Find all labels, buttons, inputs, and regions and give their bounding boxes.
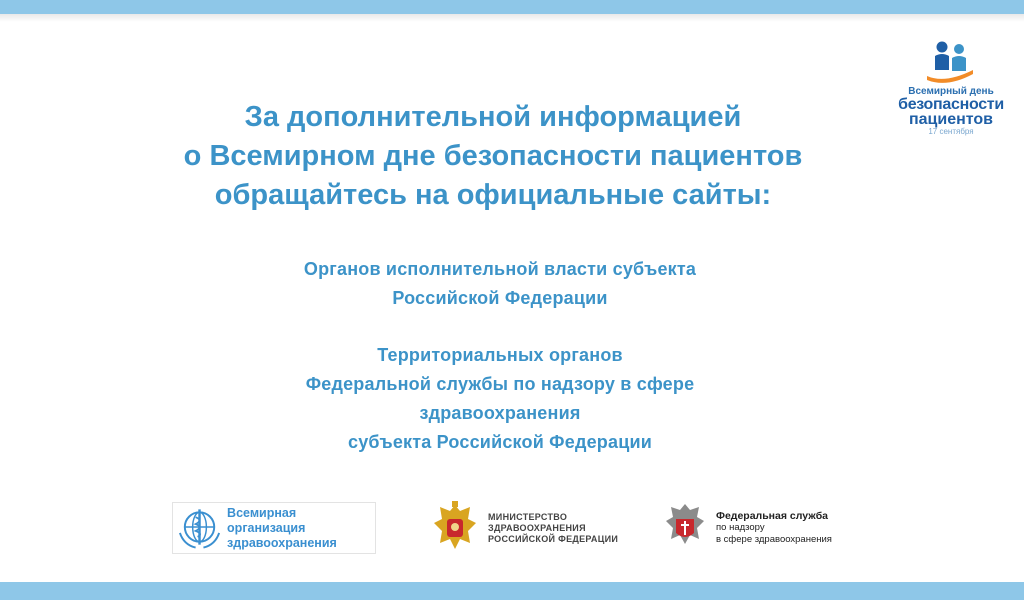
block1-line1: Органов исполнительной власти субъекта (303, 259, 697, 279)
who-emblem-icon (176, 505, 223, 551)
rzn-emblem-icon (662, 501, 708, 555)
rzn-line1: Федеральная служба (716, 510, 829, 522)
who-line2: здравоохранения (227, 535, 337, 550)
russian-coat-of-arms-icon (430, 501, 480, 555)
rzn-line3: в сфере здравоохранения (716, 534, 832, 545)
minzdrav-line3: РОССИЙСКОЙ ФЕДЕРАЦИИ (488, 533, 619, 544)
minzdrav-line1: МИНИСТЕРСТВО (488, 511, 568, 522)
top-bar (0, 0, 1024, 14)
who-logo (172, 502, 376, 554)
people-care-icon (925, 40, 977, 84)
headline-line3: обращайтесь на официальные сайты: (214, 179, 772, 211)
minzdrav-logo (430, 500, 650, 556)
block1-line2: Российской Федерации (392, 288, 608, 308)
headline-line1: За дополнительной информацией (244, 101, 742, 133)
contact-block-territorial-bodies (100, 341, 900, 457)
block2-line4: субъекта Российской Федерации (348, 432, 652, 452)
who-line1: Всемирная организация (227, 505, 306, 535)
block2-line1: Территориальных органов (377, 345, 623, 365)
page-title (60, 98, 926, 215)
roszdravnadzor-logo (662, 500, 892, 556)
logo-date: 17 сентября (928, 127, 974, 136)
rzn-line2: по надзору (716, 522, 765, 533)
bottom-bar (0, 582, 1024, 600)
headline-line2: о Всемирном дне безопасности пациентов (183, 140, 803, 172)
logo-line2: безопасности (898, 96, 1004, 113)
top-divider (0, 14, 1024, 22)
block2-line3: здравоохранения (419, 403, 581, 423)
block2-line2: Федеральной службы по надзору в сфере (305, 374, 695, 394)
logo-line1: Всемирный день (908, 86, 994, 97)
contact-block-regional-authorities (100, 255, 900, 313)
logo-line3: пациентов (908, 111, 994, 128)
minzdrav-line2: ЗДРАВООХРАНЕНИЯ (488, 522, 586, 533)
